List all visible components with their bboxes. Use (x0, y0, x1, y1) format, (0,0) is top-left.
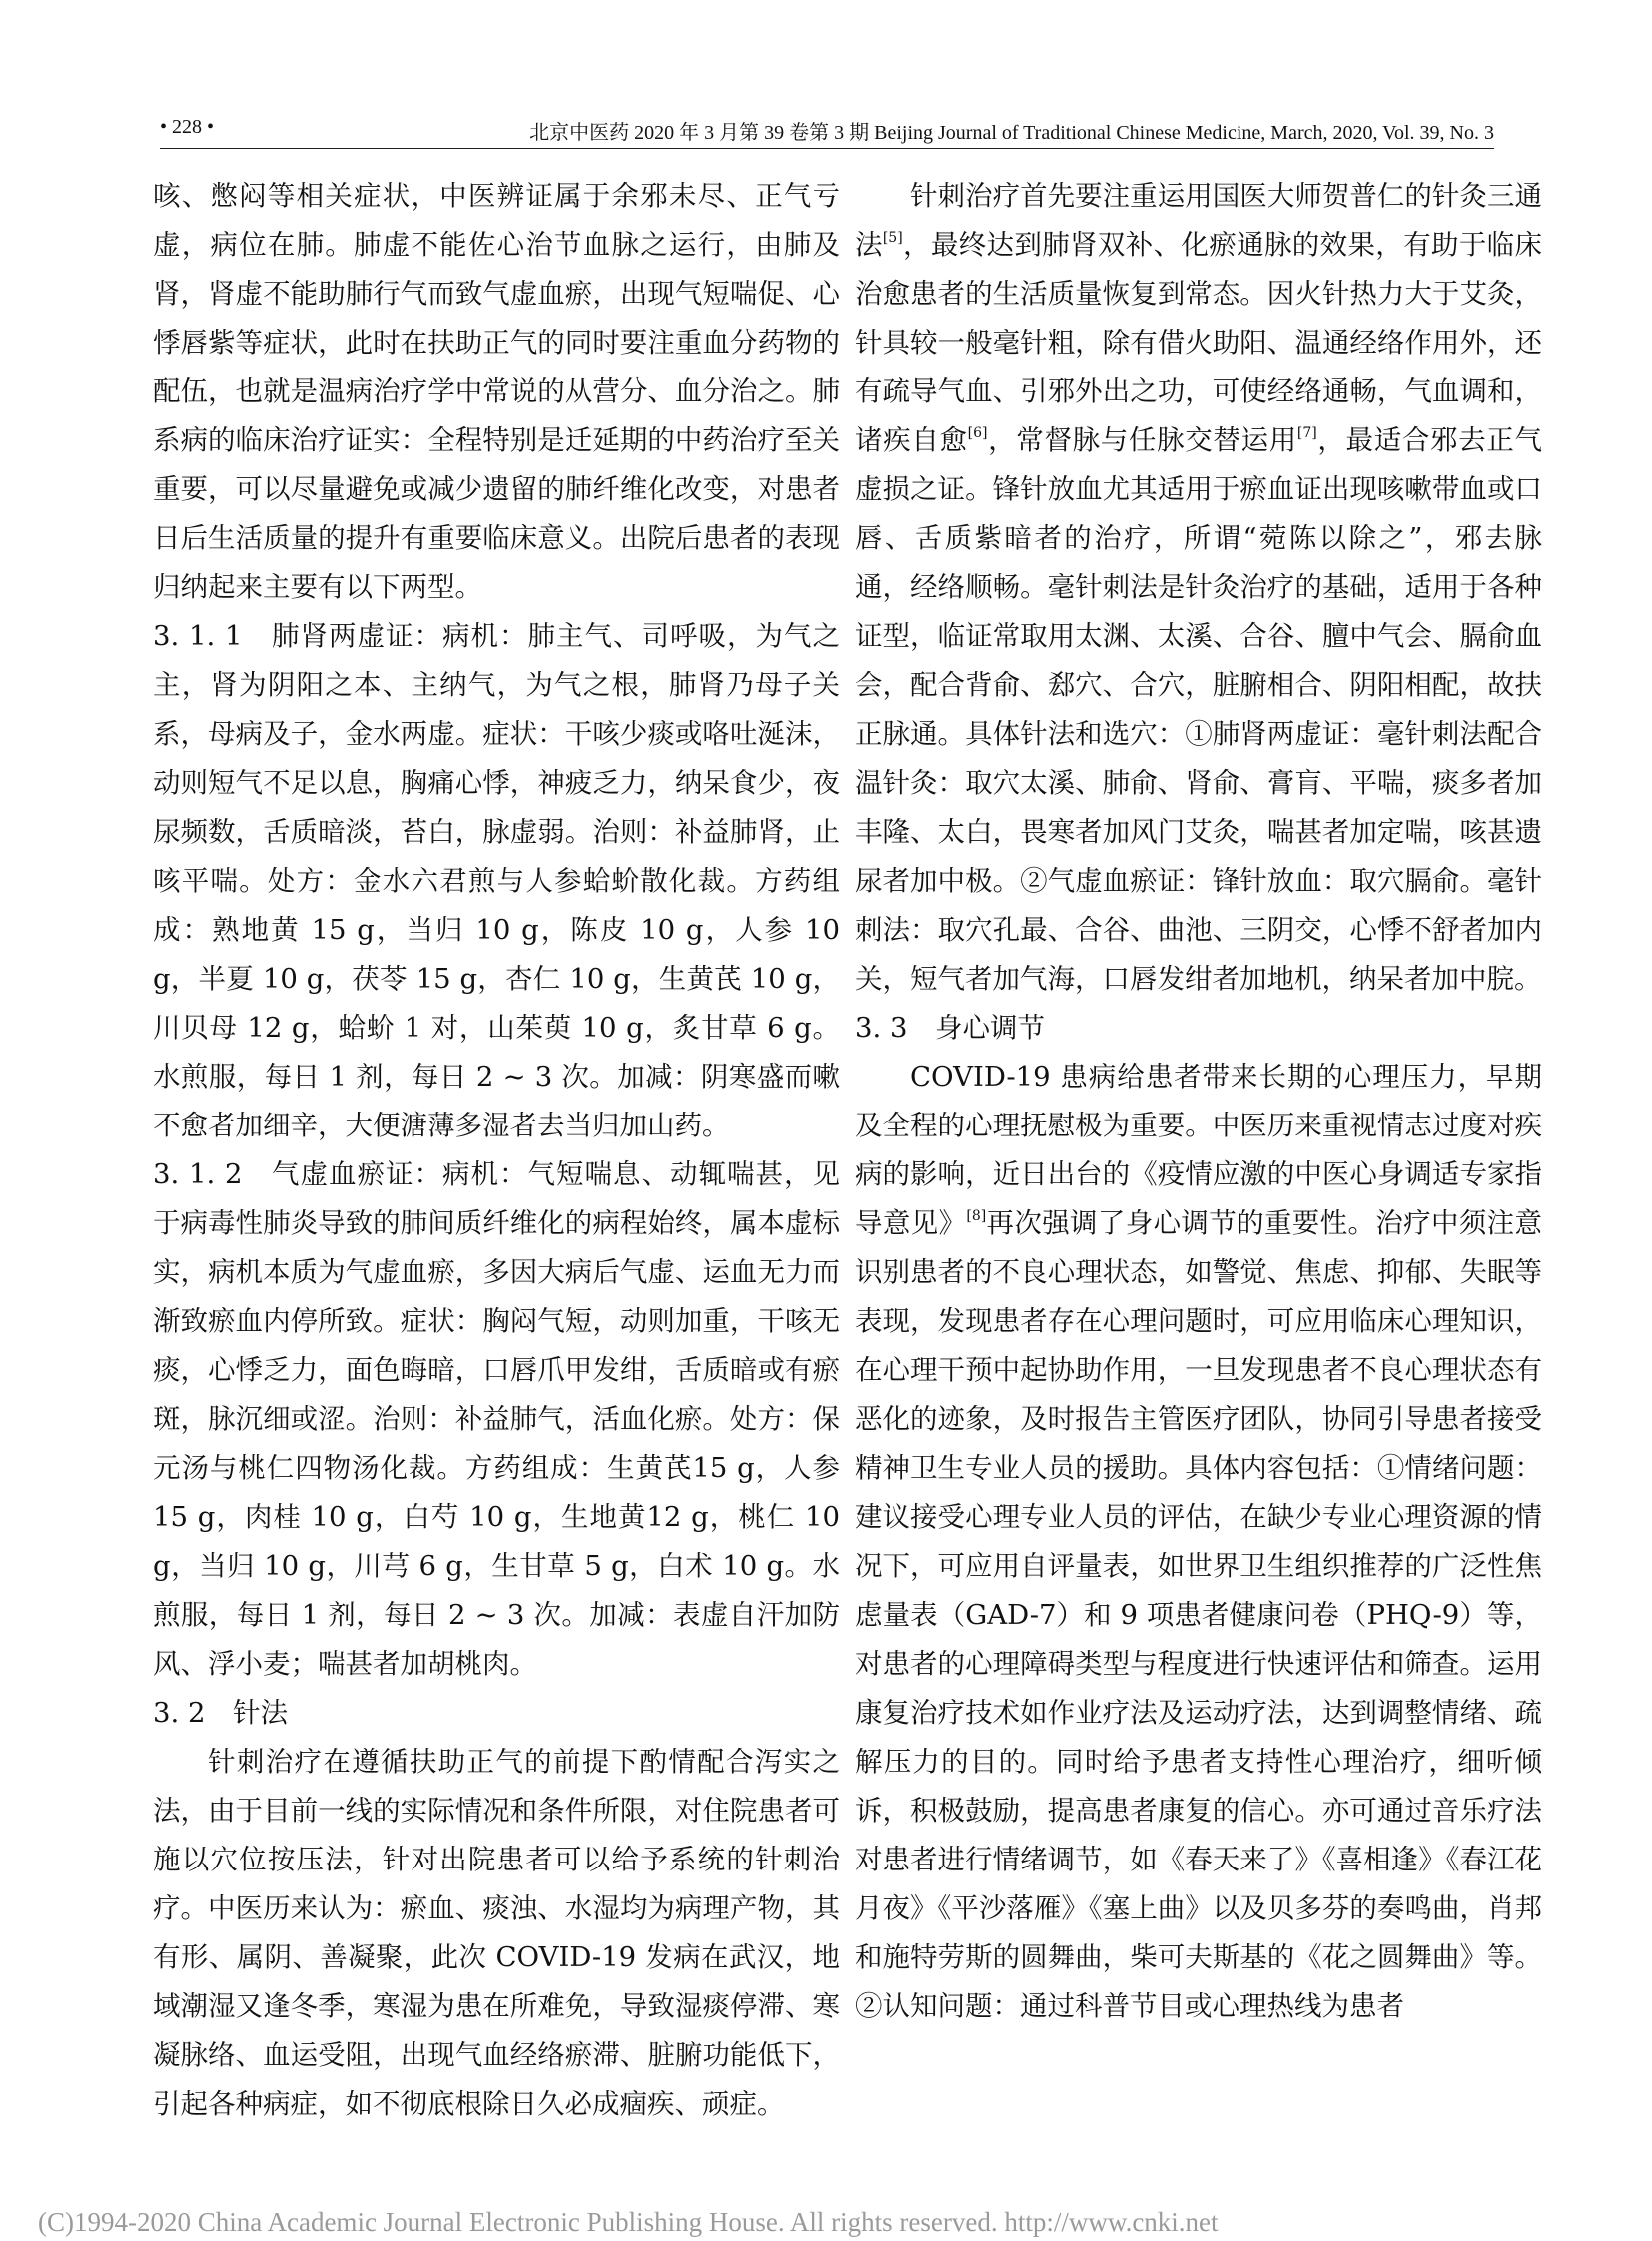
left-column (153, 172, 840, 2129)
citation-ref-8[interactable]: [8] (966, 1208, 987, 1224)
right-column (855, 172, 1542, 2031)
text-segment: ，常督脉与任脉交替运用 (987, 424, 1297, 456)
text-segment: ，最终达到肺肾双补、化瘀通脉的效果，有助于临床治愈患者的生活质量恢复到常态。因火针热力大于艾灸，针具较一般毫针粗，除有借火助阳、温通经络作用外，还有疏导气血、引邪外出之功，可使经络通畅，气血调和，诸疾自愈 (855, 229, 1543, 456)
header-rule (160, 148, 1494, 149)
running-header (160, 110, 1494, 150)
text-segment: COVID-19 患病给患者带来长期的心理压力，早期及全程的心理抚慰极为重要。中医历来重视情志过度对疾病的影响，近日出台的《疫情应激的中医心身调适专家指导意见》 (855, 1061, 1542, 1239)
text-segment: 针刺治疗首先要注重运用国医大师贺普仁的针灸三通法 (855, 180, 1542, 261)
paragraph-acupuncture-intro: 针刺治疗在遵循扶助正气的前提下酌情配合泻实之法，由于目前一线的实际情况和条件所限，对住院患者可施以穴位按压法，针对出院患者可以给予系统的针刺治疗。中医历来认为：瘀血、痰浊、水湿均为病理产物，其有形、属阴、善凝聚，此次 COVID-19 发病在武汉，地域潮湿又逢冬季，寒湿为患在所难免，导致湿痰停滞、寒凝脉络、血运受阻，出现气血经络瘀滞、脏腑功能低下，引起各种病症，如不彻底根除日久必成痼疾、顽症。 (153, 1746, 840, 2120)
journal-citation: 北京中医药 2020 年 3 月第 39 卷第 3 期 Beijing Journal of Traditional Chinese Medicine, March, 2020, Vol. 39, No. 3 (529, 122, 1494, 144)
text-segment: 再次强调了身心调节的重要性。治疗中须注意识别患者的不良心理状态，如警觉、焦虑、抑郁、失眠等表现，发现患者存在心理问题时，可应用临床心理知识，在心理干预中起协助作用，一旦发现患者不良心理状态有恶化的迹象，及时报告主管医疗团队，协同引导患者接受精神卫生专业人员的援助。具体内容包括：①情绪问题：建议接受心理专业人员的评估，在缺少专业心理资源的情况下，可应用自评量表，如世界卫生组织推荐的广泛性焦虑量表（GAD-7）和 9 项患者健康问卷（PHQ-9）等，对患者的心理障碍类型与程度进行快速评估和筛查。运用康复治疗技术如作业疗法及运动疗法，达到调整情绪、疏解压力的目的。同时给予患者支持性心理治疗，细听倾诉，积极鼓励，提高患者康复的信心。亦可通过音乐疗法对患者进行情绪调节，如《春天来了》《喜相逢》《春江花月夜》《平沙落雁》《塞上曲》以及贝多芬的奏鸣曲，肖邦和施特劳斯的圆舞曲，柴可夫斯基的《花之圆舞曲》等。②认知问题：通过科普节目或心理热线为患者 (855, 1207, 1542, 2022)
paragraph-continued: 咳、憋闷等相关症状，中医辨证属于余邪未尽、正气亏虚，病位在肺。肺虚不能佐心治节血脉之运行，由肺及肾，肾虚不能助肺行气而致气虚血瘀，出现气短喘促、心悸唇紫等症状，此时在扶助正气的同时要注重血分药物的配伍，也就是温病治疗学中常说的从营分、血分治之。肺系病的临床治疗证实：全程特别是迁延期的中药治疗至关重要，可以尽量避免或减少遗留的肺纤维化改变，对患者日后生活质量的提升有重要临床意义。出院后患者的表现归纳起来主要有以下两型。 (153, 180, 840, 603)
section-3-1-1: 3. 1. 1 肺肾两虚证：病机：肺主气、司呼吸，为气之主，肾为阴阳之本、主纳气，为气之根，肺肾乃母子关系，母病及子，金水两虚。症状：干咳少痰或咯吐涎沫，动则短气不足以息，胸痛心悸，神疲乏力，纳呆食少，夜尿频数，舌质暗淡，苔白，脉虚弱。治则：补益肺肾，止咳平喘。处方：金水六君煎与人参蛤蚧散化裁。方药组成：熟地黄 15 g，当归 10 g，陈皮 10 g，人参 10 g，半夏 10 g，茯苓 15 g，杏仁 10 g，生黄芪 10 g，川贝母 12 g，蛤蚧 1 对，山茱萸 10 g，炙甘草 6 g。水煎服，每日 1 剂，每日 2 ~ 3 次。加减：阴寒盛而嗽不愈者加细辛，大便溏薄多湿者去当归加山药。 (153, 620, 840, 1141)
citation-ref-6[interactable]: [6] (967, 425, 988, 441)
heading-3-3: 3. 3 身心调节 (855, 1012, 1045, 1044)
page-number: • 228 • (160, 116, 215, 138)
text-segment: ，最适合邪去正气虚损之证。锋针放血尤其适用于瘀血证出现咳嗽带血或口唇、舌质紫暗者的治疗，所谓“菀陈以除之”，邪去脉通，经络顺畅。毫针刺法是针灸治疗的基础，适用于各种证型，临证常取用太渊、太溪、合谷、膻中气会、膈俞血会，配合背俞、郄穴、合穴，脏腑相合、阴阳相配，故扶正脉通。具体针法和选穴：①肺肾两虚证：毫针刺法配合温针灸：取穴太溪、肺俞、肾俞、膏肓、平喘，痰多者加丰隆、太白，畏寒者加风门艾灸，喘甚者加定喘，咳甚遗尿者加中极。②气虚血瘀证：锋针放血：取穴膈俞。毫针刺法：取穴孔最、合谷、曲池、三阴交，心悸不舒者加内关，短气者加气海，口唇发绀者加地机，纳呆者加中脘。 (855, 424, 1543, 995)
citation-ref-7[interactable]: [7] (1296, 425, 1317, 441)
paragraph-mind-body (855, 1053, 1542, 2031)
heading-3-2: 3. 2 针法 (153, 1697, 288, 1729)
section-3-1-2: 3. 1. 2 气虚血瘀证：病机：气短喘息、动辄喘甚，见于病毒性肺炎导致的肺间质纤维化的病程始终，属本虚标实，病机本质为气虚血瘀，多因大病后气虚、运血无力而渐致瘀血内停所致。症状：胸闷气短，动则加重，干咳无痰，心悸乏力，面色晦暗，口唇爪甲发绀，舌质暗或有瘀斑，脉沉细或涩。治则：补益肺气，活血化瘀。处方：保元汤与桃仁四物汤化裁。方药组成：生黄芪15 g，人参 15 g，肉桂 10 g，白芍 10 g，生地黄12 g，桃仁 10 g，当归 10 g，川芎 6 g，生甘草 5 g，白术 10 g。水煎服，每日 1 剂，每日 2 ~ 3 次。加减：表虚自汗加防风、浮小麦；喘甚者加胡桃肉。 (153, 1158, 840, 1680)
copyright-footer: (C)1994-2020 China Academic Journal Electronic Publishing House. All rights reserved. http://www.cnki.net (38, 2207, 1219, 2237)
citation-ref-5[interactable]: [5] (882, 230, 903, 246)
paragraph-acupuncture-methods (855, 172, 1542, 1004)
